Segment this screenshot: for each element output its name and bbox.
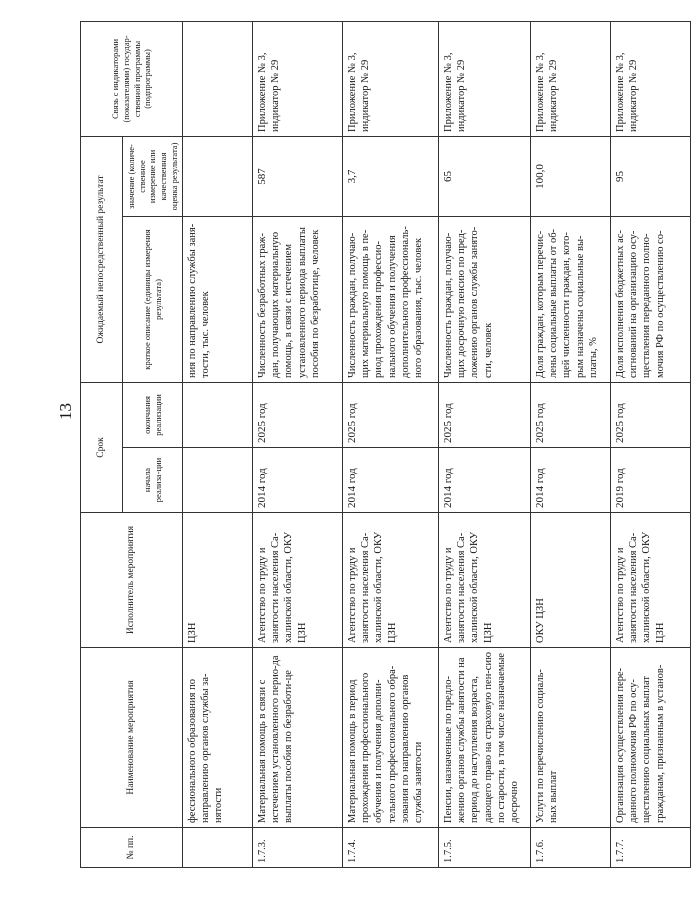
- cell-end: 2025 год: [531, 382, 611, 447]
- cell-end: 2025 год: [343, 382, 439, 447]
- cell-value: 95: [611, 136, 691, 216]
- cell-desc: Доля исполнения бюджетных ас-сигнований на организацию осу-ществления переданного полно-мочия РФ по осуществлению со-: [611, 216, 691, 382]
- header-result-desc: краткое описание (единицы измерения результата): [123, 216, 183, 382]
- cell-name: Материальная помощь в период прохождения профессионального обучения и получения дополни-тельного профессионального обра-зования по направлению органов службы занятости: [343, 648, 439, 828]
- cell-link: Приложение № 3, индикатор № 29: [343, 21, 439, 136]
- cell-value: 3,7: [343, 136, 439, 216]
- cell-name: Организация осуществления пере-данного полномочия РФ по осу-ществлению социальных выплат гражданам, признанным в установ-: [611, 648, 691, 828]
- cell-link: Приложение № 3, индикатор № 29: [439, 21, 531, 136]
- cell-value: 587: [253, 136, 343, 216]
- cell-name: фессионального образования по направлению органов службы за-нятости: [183, 648, 253, 828]
- table-row: [439, 21, 531, 867]
- cell-desc: Доля граждан, которым перечис-лены социальные выплаты от об-щей численности граждан, кото-рым назначены социальные вы-платы, %: [531, 216, 611, 382]
- table-container: [80, 22, 666, 868]
- cell-start: 2014 год: [253, 448, 343, 513]
- cell-num: 1.7.7.: [611, 828, 691, 868]
- table-row: [611, 21, 691, 867]
- cell-end: [183, 382, 253, 447]
- cell-end: 2025 год: [611, 382, 691, 447]
- cell-desc: Численность безработных граж-дан, получающих материальную помощь, в связи с истечением установленного периода выплаты пособия по безработице, человек: [253, 216, 343, 382]
- cell-start: 2014 год: [343, 448, 439, 513]
- header-num: № пп.: [81, 828, 183, 868]
- cell-name: Материальная помощь в связи с истечением установленного перио-да выплаты пособия по безработи-це: [253, 648, 343, 828]
- header-result-value: значение (количе-ственное измерение или качественная оценка результата): [123, 136, 183, 216]
- cell-num: [183, 828, 253, 868]
- cell-executor: ОКУ ЦЗН: [531, 513, 611, 648]
- header-link: Связь с индикаторами (показателями) государ-ственной программы (подпрограммы): [81, 21, 183, 136]
- cell-link: [183, 21, 253, 136]
- cell-end: 2025 год: [439, 382, 531, 447]
- cell-value: 100,0: [531, 136, 611, 216]
- cell-executor: ЦЗН: [183, 513, 253, 648]
- cell-executor: Агентство по труду и занятости населения Са-халинской области, ОКУ ЦЗН: [253, 513, 343, 648]
- header-term-start: начала реализа-ции: [123, 448, 183, 513]
- cell-num: 1.7.5.: [439, 828, 531, 868]
- cell-link: Приложение № 3, индикатор № 29: [611, 21, 691, 136]
- cell-value: 65: [439, 136, 531, 216]
- table-row: [531, 21, 611, 867]
- cell-num: 1.7.4.: [343, 828, 439, 868]
- table-row: [343, 21, 439, 867]
- cell-desc: Численность граждан, получаю-щих материальную помощь в пе-риод прохождения профессио-нального обучения и получения дополнительного профессиональ-ного образования, тыс. человек: [343, 216, 439, 382]
- page-number: 13: [56, 403, 75, 420]
- cell-link: Приложение № 3, индикатор № 29: [253, 21, 343, 136]
- table-row: [253, 21, 343, 867]
- cell-executor: Агентство по труду и занятости населения Са-халинской области, ОКУ ЦЗН: [439, 513, 531, 648]
- header-term: Срок: [81, 382, 123, 512]
- events-table: [80, 21, 691, 868]
- cell-value: [183, 136, 253, 216]
- header-term-end: окончания реализации: [123, 382, 183, 447]
- cell-name: Услуги по перечислению социаль-ных выплат: [531, 648, 611, 828]
- cell-start: 2014 год: [531, 448, 611, 513]
- cell-start: [183, 448, 253, 513]
- cell-desc: Численность граждан, получаю-щих досрочную пенсию по пред-ложению органов службы занято-сти, человек: [439, 216, 531, 382]
- header-name: Наименование мероприятия: [81, 648, 183, 828]
- cell-num: 1.7.3.: [253, 828, 343, 868]
- cell-num: 1.7.6.: [531, 828, 611, 868]
- header-result: Ожидаемый непосредственный результат: [81, 136, 123, 382]
- cell-name: Пенсии, назначенные по предло-жению органов службы занятости на период до наступления возраста, дающего право на страховую пен-сию по старости, в том числе назначаемые досрочно: [439, 648, 531, 828]
- header-executor: Исполнитель мероприятия: [81, 513, 183, 648]
- cell-start: 2014 год: [439, 448, 531, 513]
- cell-desc: ния по направлению службы заня-тости, тыс. человек: [183, 216, 253, 382]
- table-row: [183, 21, 253, 867]
- cell-start: 2019 год: [611, 448, 691, 513]
- cell-end: 2025 год: [253, 382, 343, 447]
- cell-link: Приложение № 3, индикатор № 29: [531, 21, 611, 136]
- cell-executor: Агентство по труду и занятости населения Са-халинской области, ОКУ ЦЗН: [611, 513, 691, 648]
- cell-executor: Агентство по труду и занятости населения Са-халинской области, ОКУ ЦЗН: [343, 513, 439, 648]
